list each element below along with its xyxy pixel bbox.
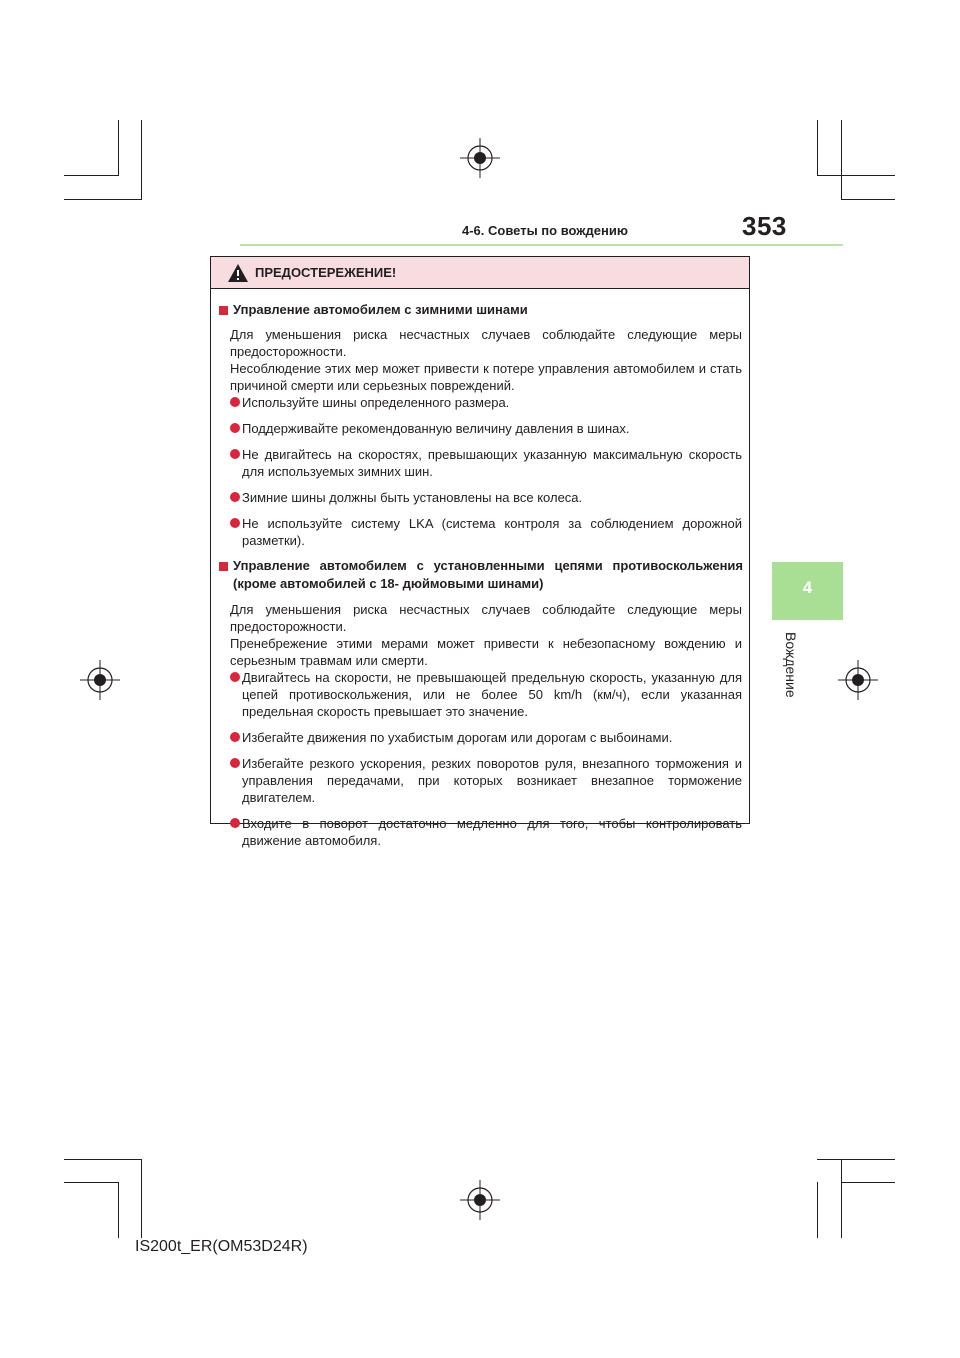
- bullet-icon: [230, 758, 240, 768]
- bullet-icon: [230, 492, 240, 502]
- bullet-icon: [230, 449, 240, 459]
- registration-mark-icon: [838, 660, 878, 700]
- bullet-icon: [230, 397, 240, 407]
- square-bullet-icon: [219, 306, 228, 315]
- chapter-tab: [772, 562, 843, 620]
- paragraph: Несоблюдение этих мер может привести к потере управления автомобилем и стать причиной смерти или серьезных повреждений.: [230, 361, 742, 393]
- list-item: Избегайте движения по ухабистым дорогам или дорогам с выбоинами.: [230, 729, 742, 746]
- list-item: Зимние шины должны быть установлены на все колеса.: [230, 489, 742, 506]
- section-heading: Управление автомобилем с установленными цепями противоскольжения (кроме автомобилей с 18- дюймовыми шинами): [219, 557, 743, 593]
- bullet-icon: [230, 818, 240, 828]
- registration-mark-icon: [460, 1180, 500, 1220]
- list-item: Не двигайтесь на скоростях, превышающих указанную максимальную скорость для используемых зимних шин.: [230, 446, 742, 480]
- square-bullet-icon: [219, 562, 228, 571]
- list-item: Используйте шины определенного размера.: [230, 394, 742, 411]
- chapter-label-text: Вождение: [783, 632, 799, 698]
- header-divider: [240, 244, 843, 246]
- section-heading: Управление автомобилем с зимними шинами: [219, 301, 743, 319]
- paragraph: Пренебрежение этими мерами может привести к небезопасному вождению и серьезным травмам или смерти.: [230, 636, 742, 668]
- chapter-label: [783, 632, 799, 722]
- list-item: Поддерживайте рекомендованную величину давления в шинах.: [230, 420, 742, 437]
- registration-mark-icon: [460, 138, 500, 178]
- registration-mark-icon: [80, 660, 120, 700]
- warning-header: [211, 257, 749, 289]
- list-item: Не используйте систему LKA (система контроля за соблюдением дорожной разметки).: [230, 515, 742, 549]
- paragraph: Для уменьшения риска несчастных случаев соблюдайте следующие меры предосторожности.: [230, 602, 742, 634]
- bullet-icon: [230, 672, 240, 682]
- warning-box: [210, 256, 750, 848]
- warning-title: ПРЕДОСТЕРЕЖЕНИЕ!: [255, 265, 397, 280]
- page-number: 353: [742, 211, 787, 241]
- warning-icon: [227, 263, 249, 283]
- document-code: IS200t_ER(OM53D24R): [135, 1238, 308, 1255]
- chapter-number: 4: [802, 578, 813, 597]
- section-title: 4-6. Советы по вождению: [462, 223, 628, 238]
- list-item: Избегайте резкого ускорения, резких поворотов руля, внезапного торможения и управления передачами, при которых возникает внезапное торможение двигателем.: [230, 755, 742, 806]
- list-item: Входите в поворот достаточно медленно для того, чтобы контролировать движение автомобиля.: [230, 815, 742, 849]
- paragraph: Для уменьшения риска несчастных случаев соблюдайте следующие меры предосторожности.: [230, 327, 742, 359]
- bullet-icon: [230, 732, 240, 742]
- list-item: Двигайтесь на скорости, не превышающей предельную скорость, указанную для цепей противоскольжения, или не более 50 km/h (км/ч), если указанная предельная скорость превышает это значение.: [230, 669, 742, 720]
- bullet-icon: [230, 423, 240, 433]
- bullet-icon: [230, 518, 240, 528]
